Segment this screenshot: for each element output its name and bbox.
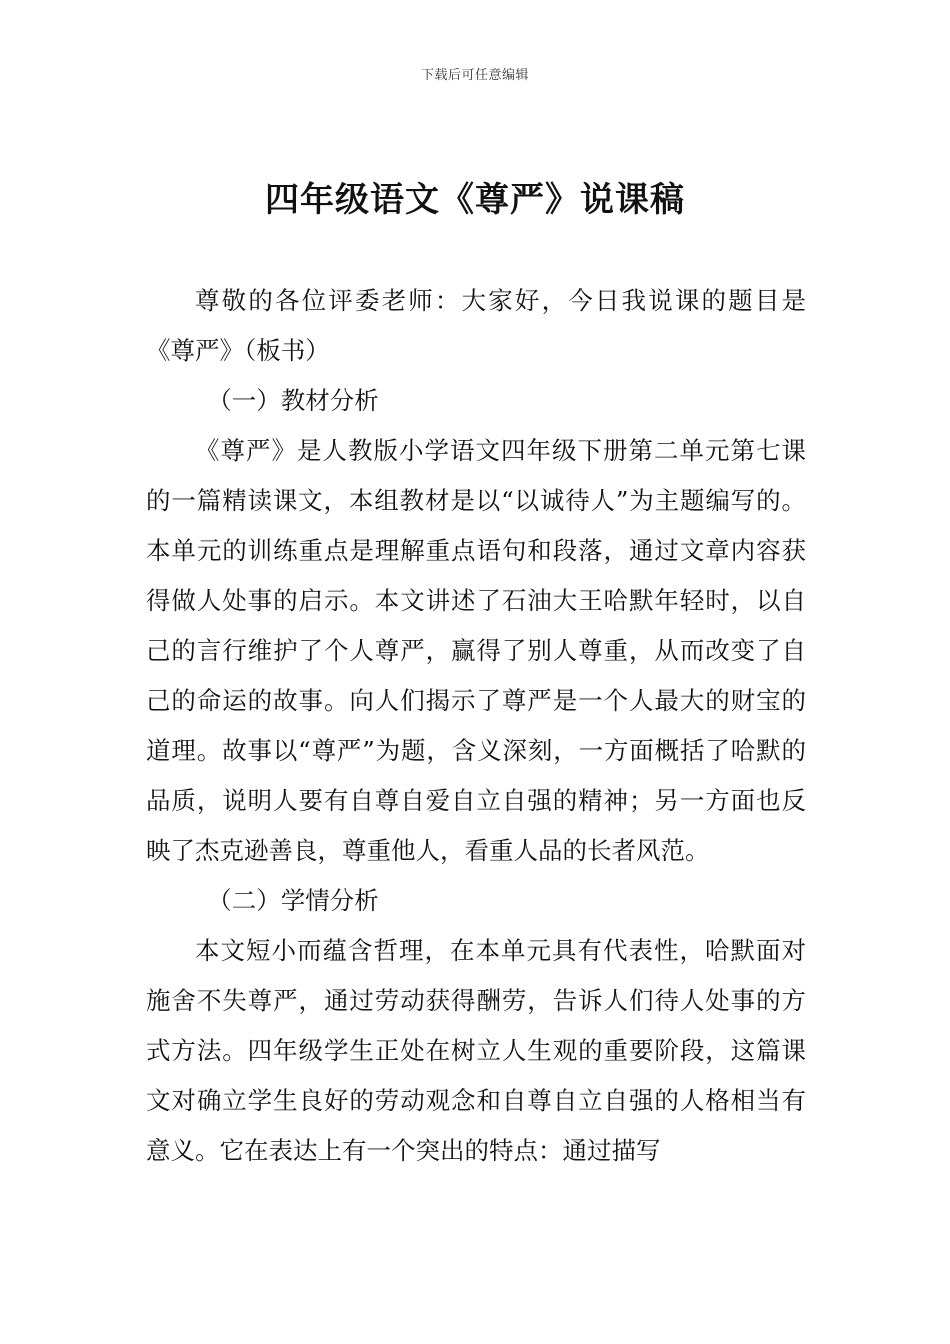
paragraph-student-analysis: 本文短小而蕴含哲理，在本单元具有代表性，哈默面对施舍不失尊严，通过劳动获得酬劳，告诉人们待人处事的方式方法。四年级学生正处在树立人生观的重要阶段，这篇课文对确立学生良好的劳动观念和自尊自立自强的人格相当有意义。它在表达上有一个突出的特点：通过描写 [146, 936, 806, 1165]
paragraph-textbook-analysis: 《尊严》是人教版小学语文四年级下册第二单元第七课的一篇精读课文，本组教材是以“以诚待人”为主题编写的。本单元的训练重点是理解重点语句和段落，通过文章内容获得做人处事的启示。本文讲述了石油大王哈默年轻时，以自己的言行维护了个人尊严，赢得了别人尊重，从而改变了自己的命运的故事。向人们揭示了尊严是一个人最大的财宝的道理。故事以“尊严”为题，含义深刻，一方面概括了哈默的品质，说明人要有自尊自爱自立自强的精神；另一方面也反映了杰克逊善良，尊重他人，看重人品的长者风范。 [146, 436, 806, 865]
document-body [146, 276, 806, 1176]
section-heading-textbook-analysis: （一）教材分析 [207, 386, 379, 415]
paragraph-greeting: 尊敬的各位评委老师：大家好，今日我说课的题目是《尊严》（板书） [146, 286, 806, 365]
section-heading-student-analysis: （二）学情分析 [207, 886, 379, 915]
header-note: 下载后可任意编辑 [420, 68, 529, 83]
document-title: 四年级语文《尊严》说课稿 [265, 180, 685, 220]
